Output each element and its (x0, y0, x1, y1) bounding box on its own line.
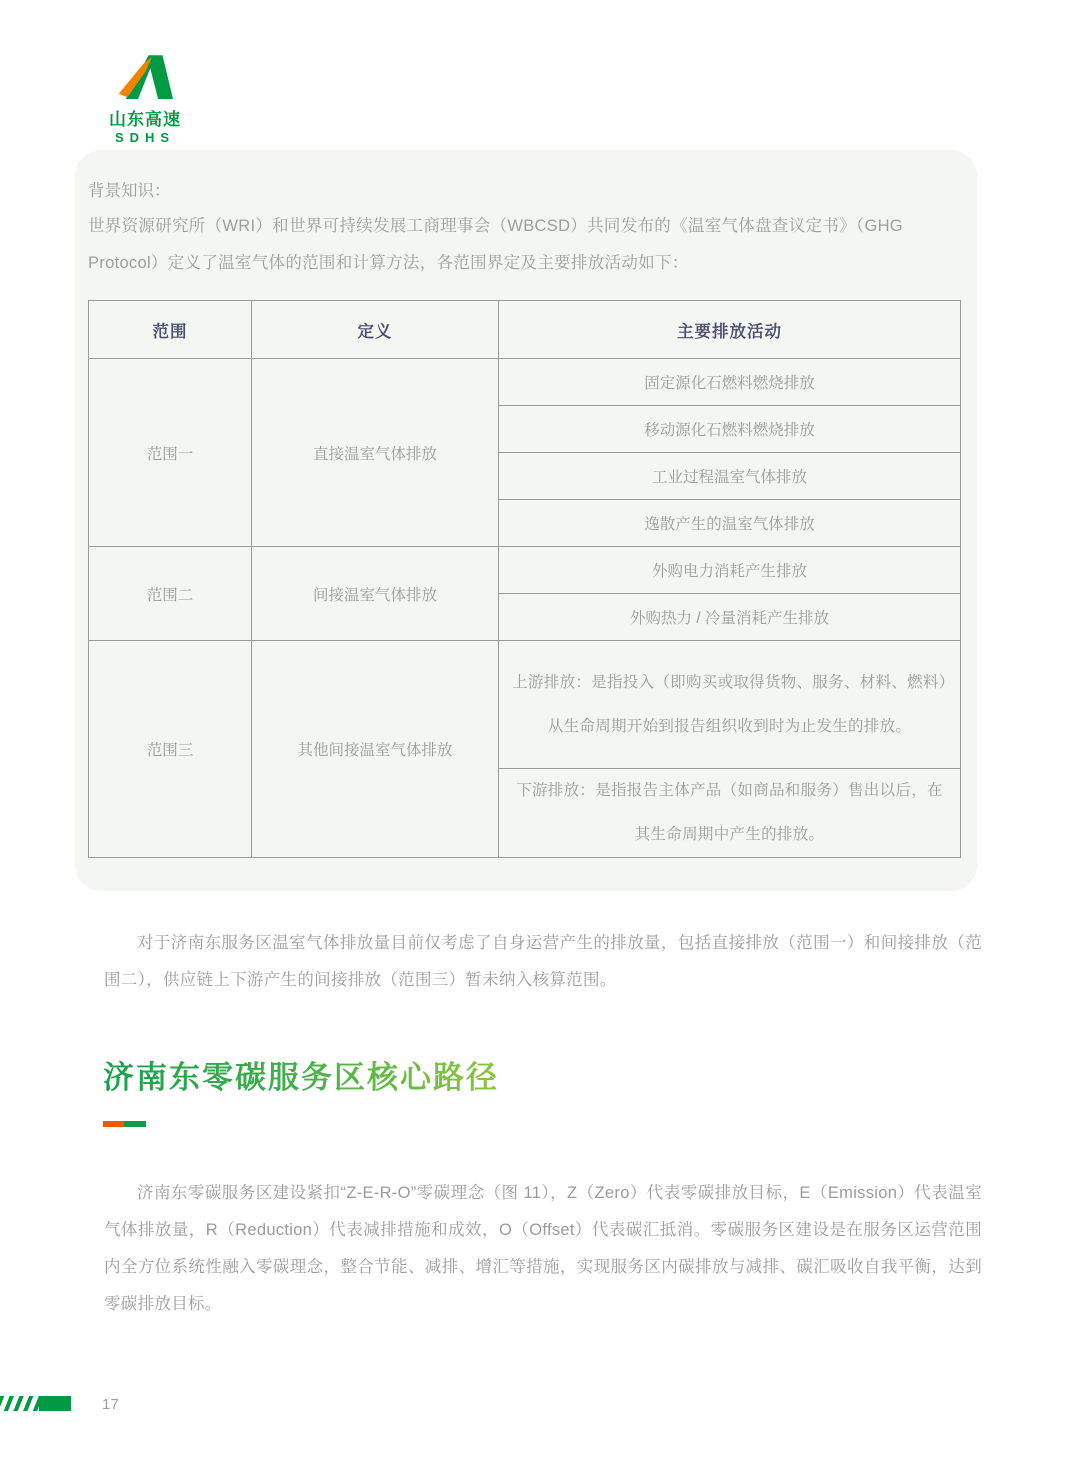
scope1-activity-cell: 逸散产生的温室气体排放 (499, 500, 961, 547)
scope1-activity-cell: 移动源化石燃料燃烧排放 (499, 406, 961, 453)
logo-name-cn: 山东高速 (109, 110, 181, 129)
table-row (89, 641, 961, 769)
underline-orange-segment (103, 1121, 124, 1127)
header-scope: 范围 (89, 301, 252, 359)
heading-underline (103, 1121, 146, 1127)
scope2-definition-cell: 间接温室气体排放 (252, 547, 499, 641)
background-knowledge-card (75, 150, 977, 891)
header-definition: 定义 (252, 301, 499, 359)
table-row (89, 359, 961, 406)
scope3-definition-cell: 其他间接温室气体排放 (252, 641, 499, 858)
page-number: 17 (102, 1396, 119, 1413)
footer-stripe-decoration (0, 1396, 71, 1411)
accounting-scope-paragraph: 对于济南东服务区温室气体排放量目前仅考虑了自身运营产生的排放量，包括直接排放（范围一）和间接排放（范围二），供应链上下游产生的间接排放（范围三）暂未纳入核算范围。 (104, 934, 982, 989)
scope1-definition-cell: 直接温室气体排放 (252, 359, 499, 547)
background-body: 世界资源研究所（WRI）和世界可持续发展工商理事会（WBCSD）共同发布的《温室气体盘查议定书》（GHG Protocol）定义了温室气体的范围和计算方法，各范围界定及主要排放活动如下： (88, 217, 903, 272)
logo-name-en: SDHS (114, 130, 176, 145)
scope2-cell: 范围二 (89, 547, 252, 641)
scope2-activity-cell: 外购电力消耗产生排放 (499, 547, 961, 594)
scope2-activity-cell: 外购热力 / 冷量消耗产生排放 (499, 594, 961, 641)
underline-green-segment (124, 1121, 146, 1127)
scope1-activity-cell: 固定源化石燃料燃烧排放 (499, 359, 961, 406)
background-title: 背景知识： (88, 182, 171, 200)
stripe-solid (39, 1396, 71, 1411)
scope1-activity-cell: 工业过程温室气体排放 (499, 453, 961, 500)
ghg-scope-table (88, 300, 961, 858)
header-activities: 主要排放活动 (499, 301, 961, 359)
sdhs-logo-a-icon (117, 52, 173, 104)
section-heading: 济南东零碳服务区核心路径 (103, 1052, 499, 1097)
sdhs-logo (100, 52, 190, 145)
scope3-upstream-cell: 上游排放：是指投入（即购买或取得货物、服务、材料、燃料）从生命周期开始到报告组织收到时为止发生的排放。 (499, 641, 961, 769)
scope3-downstream-cell: 下游排放：是指报告主体产品（如商品和服务）售出以后，在其生命周期中产生的排放。 (499, 769, 961, 858)
stripe-hatch (0, 1396, 39, 1411)
table-row (89, 547, 961, 594)
scope1-cell: 范围一 (89, 359, 252, 547)
scope3-cell: 范围三 (89, 641, 252, 858)
zero-concept-paragraph: 济南东零碳服务区建设紧扣“Z-E-R-O”零碳理念（图 11），Z（Zero）代表零碳排放目标，E（Emission）代表温室气体排放量，R（Reduction）代表减排措施和成效，O（Offset）代表碳汇抵消。零碳服务区建设是在服务区运营范围内全方位系统性融入零碳理念，整合节能、减排、增汇等措施，实现服务区内碳排放与减排、碳汇吸收自我平衡，达到零碳排放目标。 (104, 1184, 982, 1313)
table-header-row (89, 301, 961, 359)
